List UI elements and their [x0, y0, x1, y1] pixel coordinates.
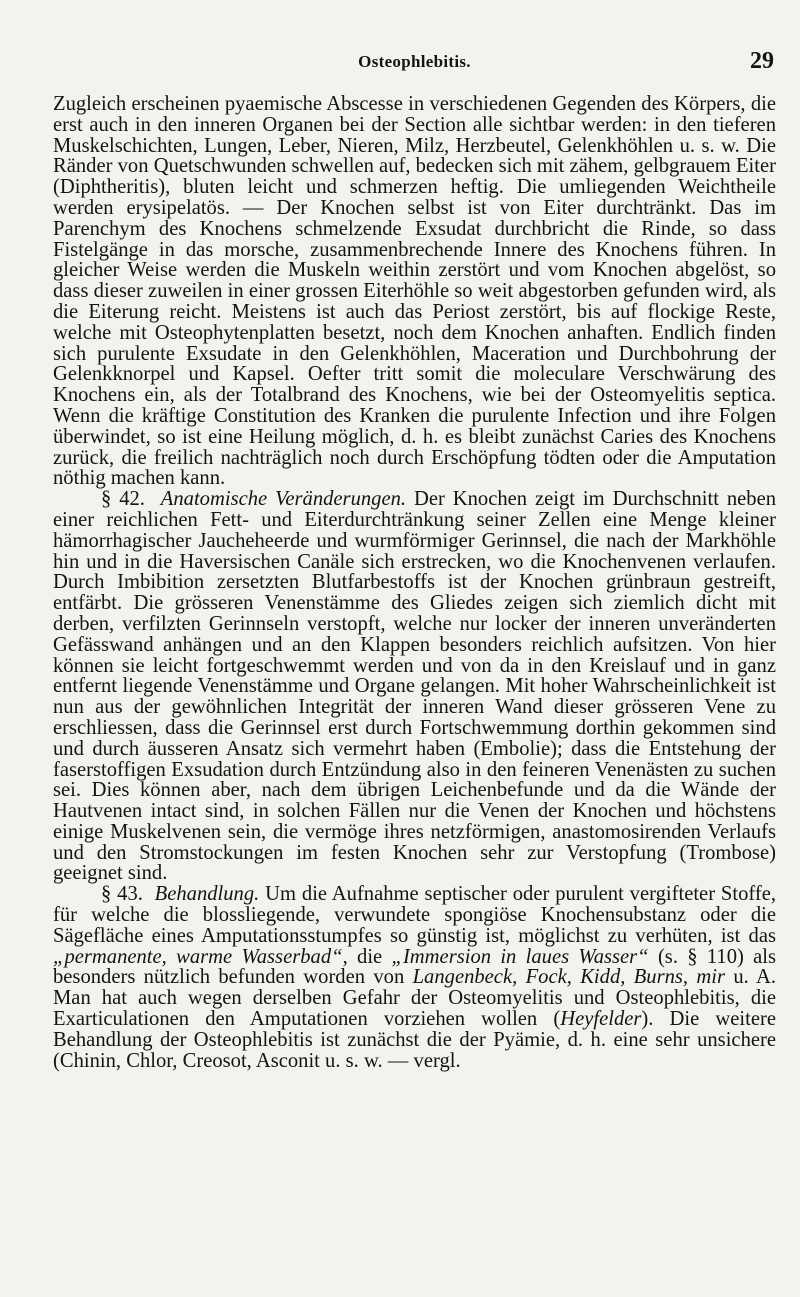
body-text	[53, 94, 776, 1071]
section-43-text-4: u. A. Man hat auch wegen derselben Gefahr der Osteomyelitis und Osteophlebitis, die Exarticulationen den Amputationen vorziehen wollen (	[53, 966, 776, 1031]
section-43-italic-3: Langenbeck, Fock, Kidd, Burns, mir	[412, 966, 725, 989]
section-43-title: Behandlung.	[154, 883, 260, 906]
section-43-text-1: Um die Aufnahme septischer oder purulent vergifteter Stoffe, für welche die blossliegende, verwundete spongiöse Knochensubstanz oder die Sägefläche eines Amputationsstumpfes so günstig ist, möglichst zu verhüten, ist das	[53, 883, 777, 947]
section-43-text-2: , die	[342, 945, 392, 968]
paragraph-pyaemia: Zugleich erscheinen pyaemische Abscesse in verschiedenen Gegenden des Körpers, die erst auch in den inneren Organen bei der Section alle sichtbar werden: in den tieferen Muskelschichten, Lungen, Leber, Nieren, Milz, Herzbeutel, Gelenkhöhlen u. s. w. Die Ränder von Quetschwunden schwellen auf, bedecken sich mit zähem, gelbgrauem Eiter (Diphtheritis), bluten leicht und schmerzen heftig. Die umliegenden Weichtheile werden erysipelatös. — Der Knochen selbst ist von Eiter durchtränkt. Das im Parenchym des Knochens schmelzende Exsudat durchbricht die Rinde, so dass Fistelgänge in das morsche, zusammenbrechende Innere des Knochens führen. In gleicher Weise werden die Muskeln weithin zerstört und vom Knochen abgelöst, so dass dieser zuweilen in einer grossen Eiterhöhle so weit abgestorben gefunden wird, als die Eiterung reicht. Meistens ist auch das Periost zerstört, bis auf flockige Reste, welche mit Osteophytenplatten besetzt, noch dem Knochen anhaften. Endlich finden sich purulente Exsudate in den Gelenkhöhlen, Maceration und Durchbohrung der Gelenkknorpel und Kapsel. Oefter tritt somit die moleculare Verschwärung des Knochens ein, als der Totalbrand des Knochens, wie bei der Osteomyelitis septica. Wenn die kräftige Constitution des Kranken die purulente Infection und ihre Folgen überwindet, so ist eine Heilung möglich, d. h. es bleibt zunächst Caries des Knochens zurück, die freilich nachträglich noch durch Erschöpfung tödten oder die Amputation nöthig machen kann.	[53, 93, 776, 490]
section-43-italic-1: „permanente, warme Wasserbad“	[53, 945, 343, 968]
section-43-text-3: (s. § 110) als besonders nützlich befunden worden von	[53, 945, 777, 989]
section-43-paragraph	[53, 884, 776, 1071]
section-42-title: Anatomische Veränderungen.	[160, 488, 407, 511]
section-42-paragraph	[53, 489, 776, 884]
section-43-italic-2: „Immersion in laues Wasser“	[391, 945, 649, 968]
page-number: 29	[750, 48, 774, 74]
section-43-number: § 43.	[101, 883, 143, 906]
running-head: Osteophlebitis.	[358, 52, 471, 71]
section-43-italic-4: Heyfelder	[560, 1008, 642, 1031]
section-42-number: § 42.	[101, 488, 145, 511]
section-42-text: Der Knochen zeigt im Durchschnitt neben einer reichlichen Fett- und Eiterdurchtränkung seiner Zellen eine Menge kleiner hämorrhagischer Jaucheheerde und wurmförmiger Gerinnsel, die nach der Markhöhle hin und in die Haversischen Canäle sich erstrecken, wo die Knochenvenen verlaufen. Durch Imbibition zersetzten Blutfarbestoffs ist der Knochen grünbraun gestreift, entfärbt. Die grösseren Venenstämme des Gliedes zeigen sich ziemlich dicht mit derben, verfilzten Gerinnseln verstopft, welche nur locker der inneren unveränderten Gefässwand anhängen und an den Klappen besonders reichlich aufsitzen. Von hier können sie leicht fortgeschwemmt werden und von da in den Kreislauf und in ganz entfernt liegende Venenstämme und Organe gelangen. Mit hoher Wahrscheinlichkeit ist nun aus der gewöhnlichen Integrität der inneren Wand dieser grösseren Vene zu erschliessen, dass die Gerinnsel erst durch Fortschwemmung dorthin gekommen sind und durch äusseren Ansatz sich vermehrt haben (Embolie); dass die Entstehung der faserstoffigen Exsudation durch Entzündung also in den feineren Venenästen zu suchen sei. Dies können aber, nach dem übrigen Leichenbefunde und da die Wände der Hautvenen intact sind, in solchen Fällen nur die Venen der Knochen und höchstens einige Muskelvenen sein, die vermöge ihres netzförmigen, anastomosirenden Verlaufs und den Stromstockungen im festen Knochen sehr zur Verstopfung (Trombose) geeignet sind.	[53, 488, 777, 885]
page-header	[53, 48, 776, 78]
section-43-text-5: ). Die weitere Behandlung der Osteophlebitis ist zunächst die der Pyämie, d. h. eine sehr unsichere (Chinin, Chlor, Creosot, Asconit u. s. w. — vergl.	[53, 1008, 776, 1072]
